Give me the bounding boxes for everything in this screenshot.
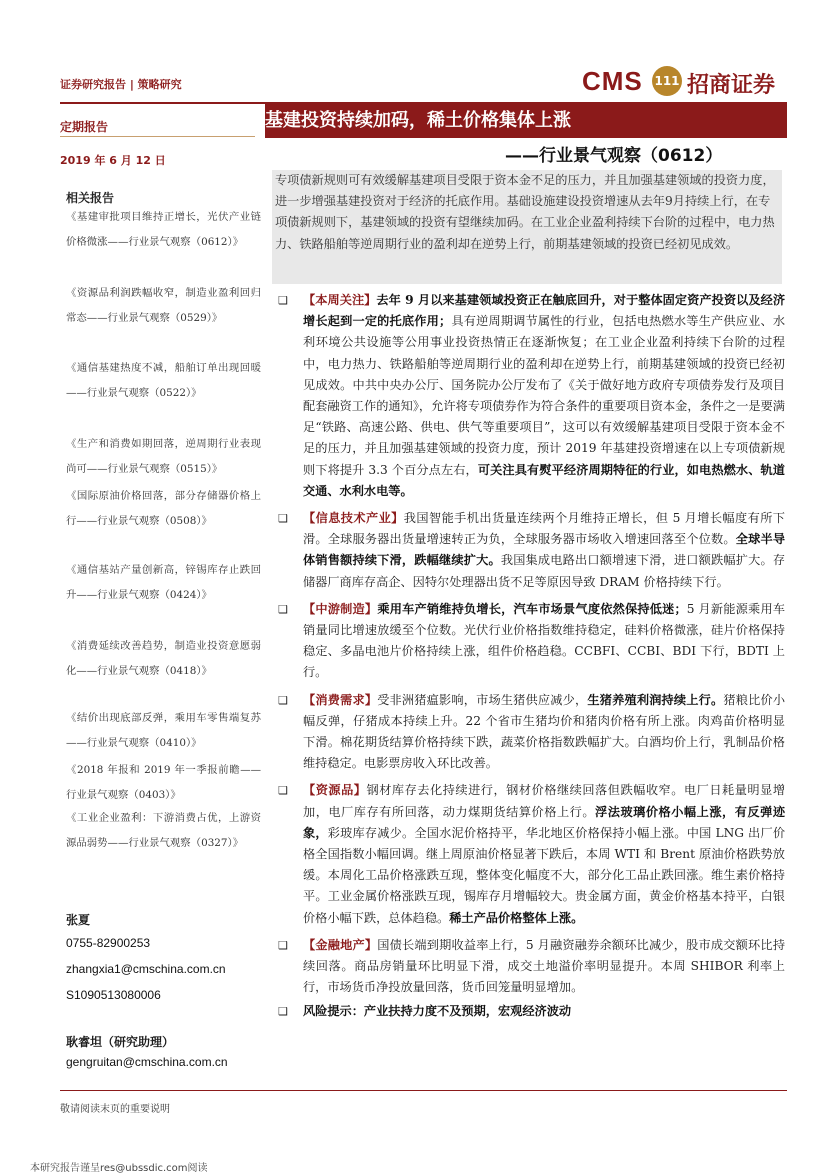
abstract-text: 专项债新规则可有效缓解基建项目受限于资本金不足的压力，并且加强基建领域的投资力度，进一步增强基建投资对于经济的托底作用。基础设施建设投资增速从去年9月持续上行，在专项债新规则下，基建领域的投资有望继续加码。在工业企业盈利持续下台阶的过程中，电力热力、铁路船舶等逆周期行业的盈利却在逆势上行，前期基建领域的投资已经初见成效。 (275, 173, 775, 251)
related-report-item[interactable]: 《工业企业盈利：下游消费占优，上游资源品弱势——行业景气观察（0327）》 (66, 812, 261, 850)
section-text: 5 月新能源乘用车销量同比增速放缓至个位数。光伏行业价格指数维持稳定，硅料价格微涨，硅片价格保持稳定、多晶电池片价格持续上涨，组件价格趋稳。CCBFI、CCBI、BDI 下行，BDTI 上行。 (303, 601, 786, 680)
section-highlight: 稀土产品价格整体上涨。 (449, 910, 584, 925)
section-risk (275, 1001, 785, 1022)
section-tag: 【消费需求】 (303, 692, 378, 707)
section-focus (275, 290, 785, 502)
related-report-item[interactable]: 《生产和消费如期回落，逆周期行业表现尚可——行业景气观察（0515）》 (66, 438, 261, 476)
section-highlight: 乘用车产销维持负增长，汽车市场景气度依然保持低迷； (377, 601, 687, 616)
related-report-item[interactable]: 《资源品利润跌幅收窄，制造业盈利回归常态——行业景气观察（0529）》 (66, 287, 261, 325)
author-cert: S1090513080006 (66, 988, 161, 1002)
bullet-icon: ❑ (278, 602, 288, 616)
section-manufacturing (275, 599, 785, 684)
assistant-name: 耿睿坦（研究助理） (66, 1035, 175, 1049)
author-phone: 0755-82900253 (66, 936, 151, 950)
section-text: 彩玻库存减少。全国水泥价格持平，华北地区价格保持小幅上涨。中国 LNG 出厂价格全国指数小幅回调。继上周原油价格显著下跌后，本周 WTI 和 Brent 原油价格跌势放缓。本周化工品价格涨跌互现，整体变化幅度不大，部分化工品止跌回涨。维生素价格持平。工业金属价格涨跌互现，锡库存月增幅较大。贵金属方面，黄金价格基本持平，白银价格小幅下跌，总体趋稳。 (303, 825, 786, 925)
page-title: 基建投资持续加码，稀土价格集体上涨 (265, 110, 571, 131)
section-resources (275, 780, 785, 928)
logo-cn-text: 招商证券 (687, 73, 776, 98)
section-highlight: 全球半导体销售额持续下滑，跌幅继续扩大。 (303, 532, 786, 568)
section-text: 受非洲猪瘟影响，市场生猪供应减少， (377, 692, 588, 707)
section-text: 具有逆周期调节属性的行业，包括电热燃水等生产供应业、水利环境公共设施等公用事业投资热情正在逐渐恢复；在工业企业盈利持续下台阶的过程中，电力热力、铁路船舶等逆周期行业的盈利却在逆势上行，前期基建领域的投资已经初见成效。中共中央办公厅、国务院办公厅发布了《关于做好地方政府专项债券发行及项目配套融资工作的通知》，允许将专项债券作为符合条件的重要项目资本金，条件之一是要满足“铁路、高速公路、供电、供气等重要项目”，这可以有效缓解基建项目受限于资本金不足的压力，并且加强基建领域的投资力度，预计 2019 年基建投资增速在以上专项债新规则下将提升 3.3 个百分点左右， (303, 314, 786, 477)
author-name: 张夏 (66, 913, 91, 927)
related-report-item[interactable]: 《2018 年报和 2019 年一季报前瞻——行业景气观察（0403）》 (66, 764, 261, 802)
section-highlight: 去年 9 月以来基建领域投资正在触底回升，对于整体固定资产投资以及经济增长起到一定的托底作用； (303, 293, 786, 329)
related-report-item[interactable]: 《结价出现底部反弹，乘用车零售端复苏——行业景气观察（0410）》 (66, 712, 261, 750)
report-date: 2019 年 6 月 12 日 (60, 154, 166, 167)
section-tag: 【本周关注】 (303, 293, 377, 307)
section-tag: 【金融地产】 (303, 937, 378, 952)
bullet-icon: ❑ (278, 693, 288, 707)
logo-mark-icon: 111 (652, 66, 682, 96)
section-it (275, 508, 785, 593)
related-reports-title: 相关报告 (66, 191, 115, 205)
bullet-icon: ❑ (278, 294, 288, 307)
page-subtitle: ——行业景气观察（0612） (505, 146, 723, 166)
related-report-item[interactable]: 《通信基建热度不减，船舶订单出现回暖——行业景气观察（0522）》 (66, 362, 261, 400)
bullet-icon: ❑ (278, 512, 288, 526)
risk-warning: 风险提示：产业扶持力度不及预期，宏观经济波动 (303, 1003, 572, 1018)
report-type: 定期报告 (60, 120, 109, 134)
related-report-item[interactable]: 《通信基站产量创新高，锌锡库存止跌回升——行业景气观察（0424）》 (66, 564, 261, 602)
section-finance (275, 935, 785, 999)
bullet-icon: ❑ (278, 938, 288, 952)
section-consumption (275, 690, 785, 775)
main-body (275, 290, 785, 1022)
section-text: 国债长端到期收益率上行，5 月融资融券余额环比减少，股市成交额环比持续回落。商品房销量环比明显下滑，成交土地溢价率明显提升。本周 SHIBOR 利率上行，市场货币净投放量回落，货币回笼量明显增加。 (303, 937, 786, 995)
bullet-icon: ❑ (278, 1004, 288, 1018)
section-highlight: 浮法玻璃价格小幅上涨，有反弹迹象， (303, 804, 786, 840)
footer-divider (60, 1090, 787, 1091)
section-text: 钢材库存去化持续进行，钢材价格继续回落但跌幅收窄。电厂日耗量明显增加，电厂库存有所回落，动力煤期货结算价格上行。 (303, 783, 786, 819)
cms-logo (582, 64, 782, 100)
report-category: 证券研究报告 | 策略研究 (60, 78, 182, 91)
related-report-item[interactable]: 《基建审批项目维持正增长，光伏产业链价格微涨——行业景气观察（0612）》 (66, 211, 261, 249)
footer-note: 敬请阅读末页的重要说明 (60, 1104, 170, 1115)
sidebar-divider (60, 136, 255, 137)
section-highlight: 生猪养殖利润持续上行。 (587, 692, 724, 707)
bullet-icon: ❑ (278, 784, 288, 798)
section-highlight: 可关注具有熨平经济周期特征的行业，如电热燃水、轨道交通、水利水电等。 (303, 462, 785, 498)
section-tag: 【中游制造】 (303, 601, 378, 616)
related-report-item[interactable]: 《消费延续改善趋势，制造业投资意愿弱化——行业景气观察（0418）》 (66, 640, 261, 678)
section-tag: 【资源品】 (303, 783, 367, 798)
section-text: 猪粮比价小幅反弹，仔猪成本持续上升。22 个省市生猪均价和猪肉价格有所上涨。肉鸡苗价格明显下滑。棉花期货结算价格持续下跌，蔬菜价格指数跌幅扩大。白酒均价上行，乳制品价格维持稳定。电影票房收入环比改善。 (303, 692, 786, 771)
section-text: 我国智能手机出货量连续两个月维持正增长，但 5 月增长幅度有所下滑。全球服务器出货量增速转正为负，全球服务器市场收入增速回落至个位数。 (303, 511, 785, 547)
related-report-item[interactable]: 《国际原油价格回落，部分存储器价格上行——行业景气观察（0508）》 (66, 490, 261, 528)
logo-cms-text: CMS (582, 66, 643, 96)
assistant-email[interactable]: gengruitan@cmschina.com.cn (66, 1055, 228, 1069)
author-email[interactable]: zhangxia1@cmschina.com.cn (66, 962, 226, 976)
watermark-text: 本研究报告谨呈res@ubssdic.com阅读 (30, 1163, 208, 1174)
section-text: 我国集成电路出口额增速下滑，进口额跌幅扩大。存储器厂商库存高企、因特尔处理器出货不足等原因导致 DRAM 价格持续下行。 (303, 553, 786, 589)
section-tag: 【信息技术产业】 (303, 511, 404, 526)
